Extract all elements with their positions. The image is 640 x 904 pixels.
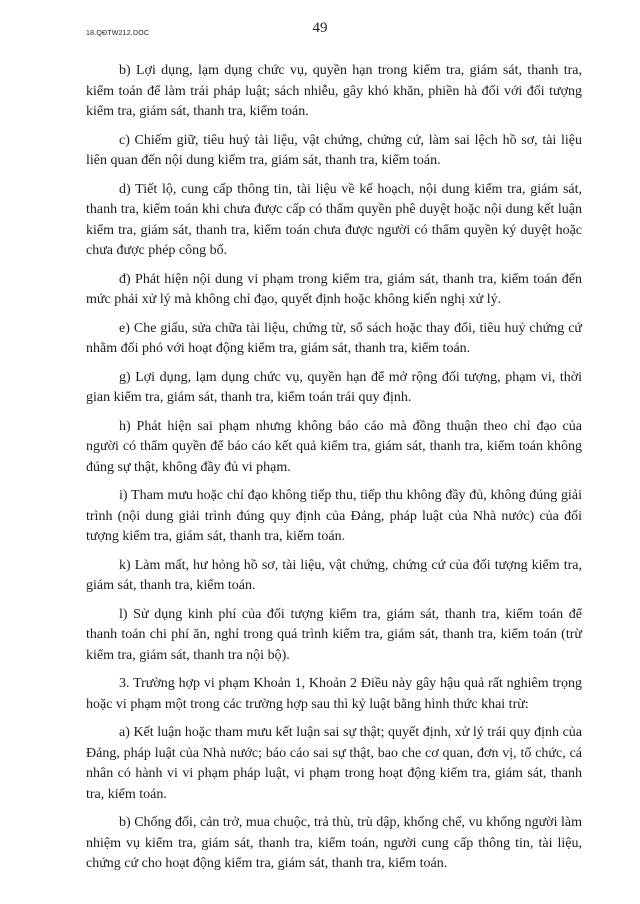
paragraph-i-reject-explanation: i) Tham mưu hoặc chỉ đạo không tiếp thu, tiếp thu không đầy đủ, không đúng giải trình (nội dung giải trình đúng quy định của Đảng, pháp luật của Nhà nước) của đối tượng kiểm tra, giám sát, thanh tra, kiểm toán.: [86, 488, 582, 544]
paragraph-b-obstruct-inspectors: b) Chống đối, cản trở, mua chuộc, trả thù, trù dập, khống chế, vu khống người làm nhiệm vụ kiểm tra, giám sát, thanh tra, kiểm toán, người cung cấp thông tin, tài liệu, chứng cứ cho hoạt động kiểm tra, giám sát, thanh tra, kiểm toán.: [86, 815, 582, 871]
paragraph-g-extend-scope: g) Lợi dụng, lạm dụng chức vụ, quyền hạn để mở rộng đối tượng, phạm vi, thời gian kiểm tra, giám sát, thanh tra, kiểm toán trái quy định.: [86, 369, 582, 405]
paragraph-a-false-conclusion: a) Kết luận hoặc tham mưu kết luận sai sự thật; quyết định, xử lý trái quy định của Đảng, pháp luật của Nhà nước; báo cáo sai sự thật, bao che cơ quan, đơn vị, tổ chức, cá nhân có hành vi vi phạm pháp luật, vi phạm trong hoạt động kiểm tra, giám sát, thanh tra, kiểm toán.: [86, 725, 582, 802]
paragraph-3-expulsion: 3. Trường hợp vi phạm Khoản 1, Khoản 2 Điều này gây hậu quả rất nghiêm trọng hoặc vi phạm một trong các trường hợp sau thì kỷ luật bằng hình thức khai trừ:: [86, 676, 582, 712]
paragraph-d-disclose-information: d) Tiết lộ, cung cấp thông tin, tài liệu về kế hoạch, nội dung kiểm tra, giám sát, thanh tra, kiểm toán khi chưa được cấp có thẩm quyền phê duyệt hoặc nội dung kết luận kiểm tra, giám sát, thanh tra, kiểm toán chưa được người có thẩm quyền ký duyệt hoặc chưa được phép công bố.: [86, 181, 582, 258]
paragraph-h-false-report: h) Phát hiện sai phạm nhưng không báo cáo mà đồng thuận theo chỉ đạo của người có thẩm quyền để báo cáo kết quả kiểm tra, giám sát, thanh tra, kiểm toán không đúng sự thật, không đầy đủ vi phạm.: [86, 418, 582, 475]
document-body: [86, 61, 582, 883]
paragraph-e-conceal-documents: e) Che giấu, sửa chữa tài liệu, chứng từ, sổ sách hoặc thay đổi, tiêu huỷ chứng cứ nhằm đối phó với hoạt động kiểm tra, giám sát, thanh tra, kiểm toán.: [86, 320, 582, 356]
paragraph-dd-fail-to-handle: đ) Phát hiện nội dung vi phạm trong kiểm tra, giám sát, thanh tra, kiểm toán đến mức phải xử lý mà không chỉ đạo, quyết định hoặc không kiến nghị xử lý.: [86, 271, 582, 307]
page-number: 49: [312, 20, 328, 36]
document-code: 18.QĐTW212.DOC: [86, 30, 150, 37]
paragraph-l-misuse-funds: l) Sử dụng kinh phí của đối tượng kiểm tra, giám sát, thanh tra, kiểm toán để thanh toán chi phí ăn, nghỉ trong quá trình kiểm tra, giám sát, thanh tra, kiểm toán (trừ kiểm tra, giám sát, thanh tra nội bộ).: [86, 606, 582, 663]
paragraph-b-abuse-of-power: b) Lợi dụng, lạm dụng chức vụ, quyền hạn trong kiểm tra, giám sát, thanh tra, kiểm toán để làm trái pháp luật; sách nhiễu, gây khó khăn, phiền hà đối với đối tượng kiểm tra, giám sát, thanh tra, kiểm toán.: [86, 63, 582, 119]
paragraph-c-destroy-evidence: c) Chiếm giữ, tiêu huỷ tài liệu, vật chứng, chứng cứ, làm sai lệch hồ sơ, tài liệu liên quan đến nội dung kiểm tra, giám sát, thanh tra, kiểm toán.: [86, 132, 582, 168]
paragraph-k-lose-records: k) Làm mất, hư hỏng hồ sơ, tài liệu, vật chứng, chứng cứ của đối tượng kiểm tra, giám sát, thanh tra, kiểm toán.: [86, 557, 582, 593]
